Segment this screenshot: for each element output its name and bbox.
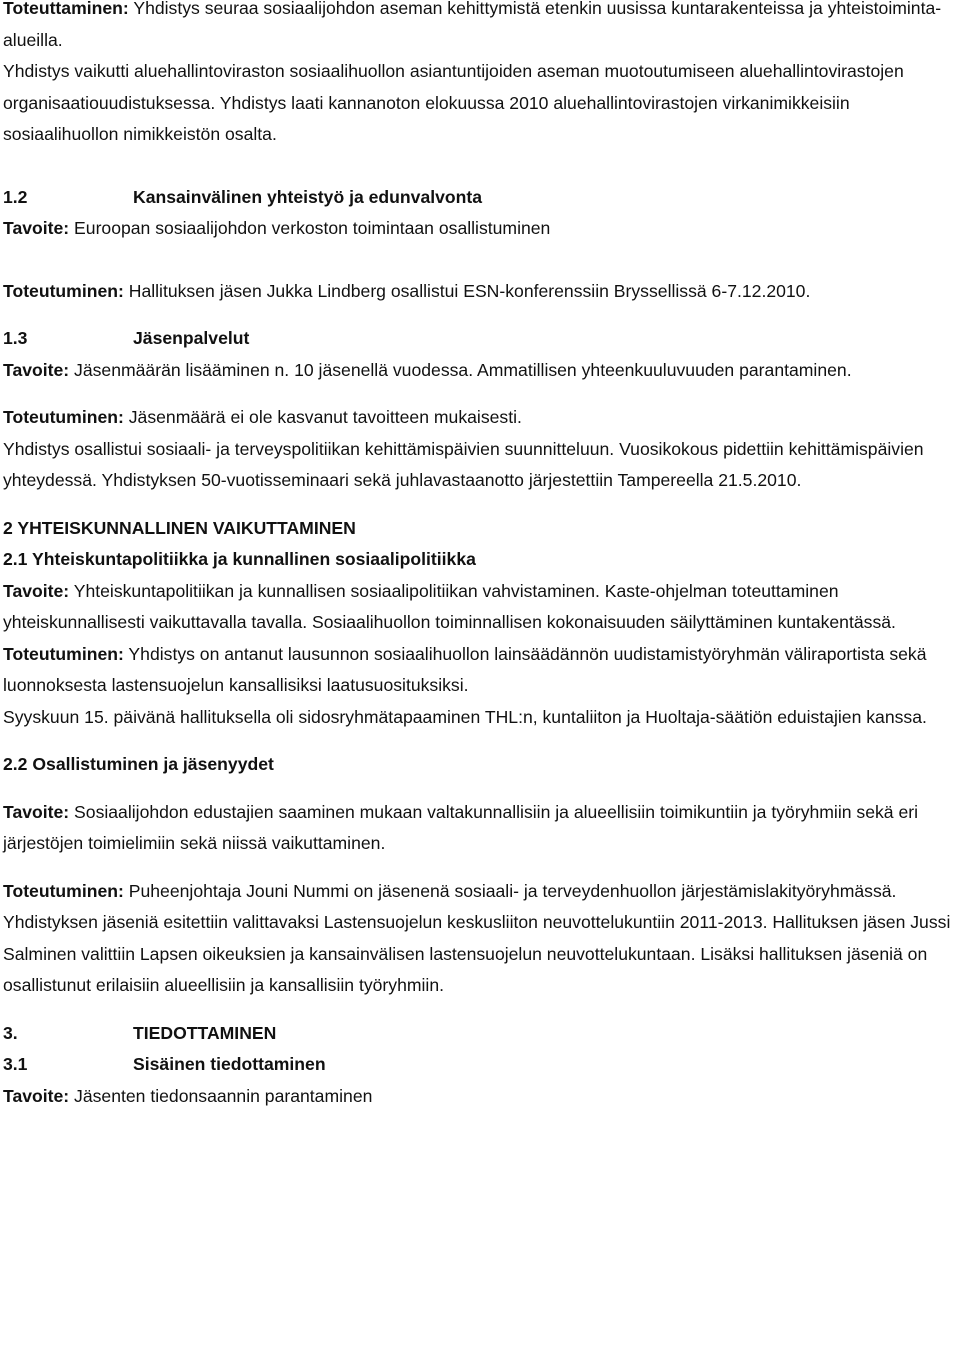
heading-2-2: 2.2 Osallistuminen ja jäsenyydet xyxy=(3,754,274,774)
goal-1-3: Tavoite: Jäsenmäärän lisääminen n. 10 jäsenellä vuodessa. Ammatillisen yhteenkuuluvuuden parantaminen. xyxy=(3,359,852,380)
heading-2: 2 YHTEISKUNNALLINEN VAIKUTTAMINEN xyxy=(3,517,356,538)
heading-2-1: 2.1 Yhteiskuntapolitiikka ja kunnallinen sosiaalipolitiikka xyxy=(3,549,476,569)
goal-3-1: Tavoite: Jäsenten tiedonsaannin parantaminen xyxy=(3,1085,373,1106)
goal-1-2: Tavoite: Euroopan sosiaalijohdon verkoston toimintaan osallistuminen xyxy=(3,218,551,238)
result-1-3: Toteutuminen: Jäsenmäärä ei ole kasvanut tavoitteen mukaisesti. xyxy=(3,407,522,427)
result-2-1: Toteutuminen: Yhdistys on antanut lausunnon sosiaalihuollon lainsäädännön uudistamistyöryhmän väliraportista sekä luonnoksesta lastensuojelun kansallisiksi laatusuosituksiksi. xyxy=(3,643,927,695)
goal-2-1: Tavoite: Yhteiskuntapolitiikan ja kunnallisen sosiaalipolitiikan vahvistaminen. Kaste-ohjelman toteuttaminen yhteiskunnallisesti vaikuttavalla tavalla. Sosiaalihuollon toiminnallisen kokonaisuuden säilyttäminen kuntakentässä. xyxy=(3,580,896,632)
paragraph-toteuttaminen: Toteuttaminen: Yhdistys seuraa sosiaalijohdon aseman kehittymistä etenkin uusissa kuntarakenteissa ja yhteistoiminta-alueilla. xyxy=(3,0,942,50)
heading-3-1: 3.1 Sisäinen tiedottaminen xyxy=(3,1054,326,1074)
document-page xyxy=(3,0,958,1112)
result-1-2: Toteutuminen: Hallituksen jäsen Jukka Lindberg osallistui ESN-konferenssiin Bryssellissä 6-7.12.2010. xyxy=(3,280,811,301)
heading-1-3: 1.3 Jäsenpalvelut xyxy=(3,328,250,348)
heading-3: 3. TIEDOTTAMINEN xyxy=(3,1022,277,1043)
paragraph-2-1-extra: Syyskuun 15. päivänä hallituksella oli sidosryhmätapaaminen THL:n, kuntaliiton ja Huoltaja-säätiön eduistajien kanssa. xyxy=(3,706,927,727)
heading-1-2: 1.2 Kansainvälinen yhteistyö ja edunvalvonta xyxy=(3,186,483,207)
result-2-2: Toteutuminen: Puheenjohtaja Jouni Nummi on jäsenenä sosiaali- ja terveydenhuollon järjestämislakityöryhmässä. Yhdistyksen jäseniä esitettiin valittavaksi Lastensuojelun keskusliiton neuvottelukuntiin 2011-2013. Hallituksen jäsen Jussi Salminen valittiin Lapsen oikeuksien ja kansainvälisen lastensuojelun neuvottelukuntaan. Lisäksi hallituksen jäseniä on osallistunut erilaisiin alueellisiin ja kansallisiin työryhmiin. xyxy=(3,880,951,995)
goal-2-2: Tavoite: Sosiaalijohdon edustajien saaminen mukaan valtakunnallisiin ja alueellisiin toimikuntiin ja työryhmiin sekä eri järjestöjen toimielimiin sekä niissä vaikuttaminen. xyxy=(3,801,919,853)
paragraph-aluehallinto: Yhdistys vaikutti aluehallintoviraston sosiaalihuollon asiantuntijoiden aseman muotoutumiseen aluehallintovirastojen organisaatiouudistuksessa. Yhdistys laati kannanoton elokuussa 2010 aluehallintovirastojen virkanimikkeisiin sosiaalihuollon nimikkeistön osalta. xyxy=(3,61,904,144)
label-toteuttaminen: Toteuttaminen: xyxy=(3,0,129,18)
paragraph-1-3-extra: Yhdistys osallistui sosiaali- ja terveyspolitiikan kehittämispäivien suunnitteluun. Vuosikokous pidettiin kehittämispäivien yhteydessä. Yhdistyksen 50-vuotisseminaari sekä juhlavastaanotto järjestettiin Tampereella 21.5.2010. xyxy=(3,438,924,490)
